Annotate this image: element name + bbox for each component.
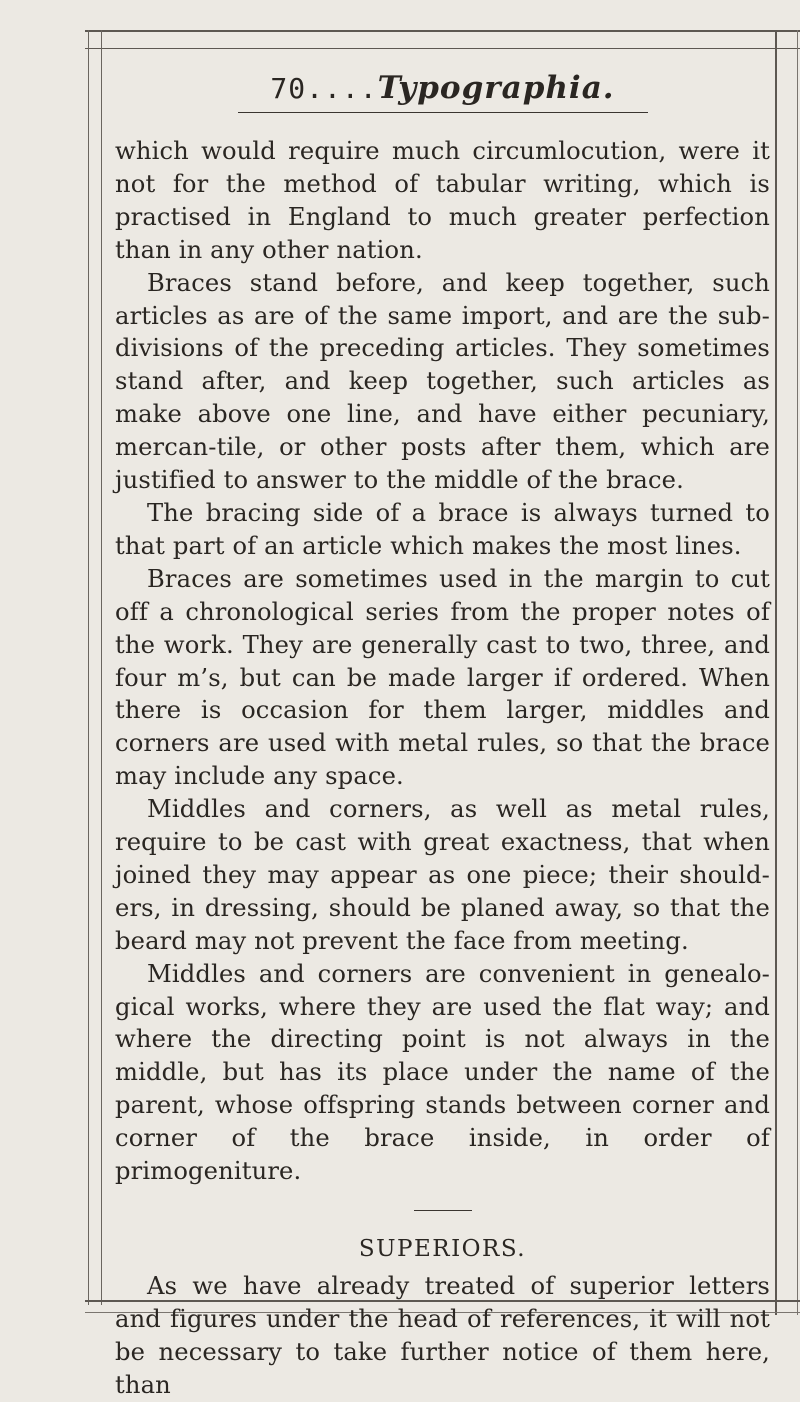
paragraph: Middles and corners, as well as metal rules, require to be cast with great exactness, that when joined they may appear as one piece; their should-ers, in dressing, should be planed away, so that the beard may not prevent the face from meeting. [115, 795, 770, 955]
paragraph: Braces are sometimes used in the margin to cut off a chronological series from the proper notes of the work. They are generally cast to two, three, and four m’s, but can be made larger if ordered. When there is occasion for them larger, middles and corners are used with metal rules, so that the brace may include any space. [115, 564, 770, 791]
paragraph: The bracing side of a brace is always turned to that part of an article which makes the most lines. [115, 498, 770, 560]
section-title: SUPERIORS. [358, 1236, 527, 1262]
paragraph: Braces stand before, and keep together, such articles as are of the same import, and are the sub-divisions of the preceding articles. They sometimes stand after, and keep together, such articles as make above one line, and have either pecuniary, mercan-tile, or other posts after them, which are justified to answer to the middle of the brace. [115, 268, 770, 495]
page-content [115, 70, 770, 1402]
paragraph: Middles and corners are convenient in genealo-gical works, where they are used the flat way; and where the directing point is not always in the middle, but has its place under the name of the parent, whose offspring stands between corner and corner of the brace inside, in order of primogeniture. [115, 959, 770, 1186]
header-rule [238, 112, 648, 113]
running-title: Typographia. [377, 70, 615, 106]
paragraph: As we have already treated of superior letters and figures under the head of references, it will not be necessary to take further notice of them here, than [115, 1271, 770, 1399]
border-left-rule [88, 30, 102, 1305]
paragraph: which would require much circumlocution, were it not for the method of tabular writing, which is practised in England to much greater perfection than in any other nation. [115, 137, 770, 264]
border-top-rule [85, 30, 800, 49]
running-head [115, 70, 770, 106]
section-rule [414, 1210, 472, 1211]
border-right-rule [775, 30, 798, 1315]
page-number: 70.... [270, 72, 378, 105]
body-text [115, 135, 770, 1402]
